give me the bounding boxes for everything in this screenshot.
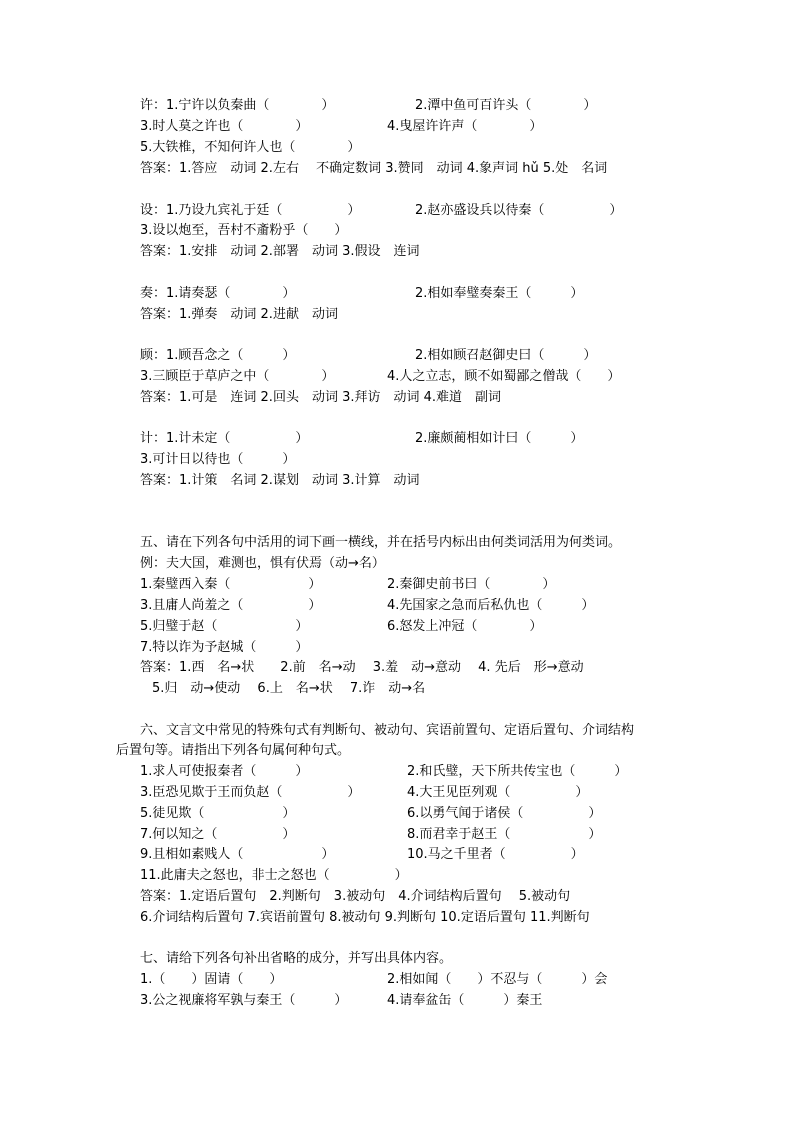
- section5-example: 例：夫大国，难测也，惧有伏焉（动→名）: [140, 556, 385, 571]
- gu-line-1a: 顾：1.顾吾念之（ ）: [140, 348, 296, 363]
- she-line-1a: 设：1.乃设九宾礼于廷（ ）: [140, 203, 361, 218]
- s5-answer-1: 答案：1.西 名→状 2.前 名→动 3.羞 动→意动 4. 先后 形→意动: [140, 660, 584, 675]
- s5-item-1: 1.秦璧西入秦（ ）: [140, 577, 322, 592]
- section7-title: 七、请给下列各句补出省略的成分，并写出具体内容。: [140, 951, 453, 966]
- s5-item-7: 7.特以诈为予赵城（ ）: [140, 640, 309, 655]
- she-line-1b: 2.赵亦盛设兵以待秦（ ）: [415, 203, 623, 218]
- zou-line-1b: 2.相如奉璧奏秦王（ ）: [415, 286, 584, 301]
- ji-answer: 答案：1.计策 名词 2.谋划 动词 3.计算 动词: [140, 473, 420, 488]
- s6-item-8: 8.而君幸于赵王（ ）: [407, 827, 602, 842]
- xu-line-1b: 2.潭中鱼可百许头（ ）: [415, 98, 597, 113]
- section5-title: 五、请在下列各句中活用的词下画一横线，并在括号内标出由何类词活用为何类词。: [140, 535, 622, 550]
- section6-title-2: 后置句等。请指出下列各句属何种句式。: [116, 743, 351, 758]
- xu-answer: 答案：1.答应 动词 2.左右 不确定数词 3.赞同 动词 4.象声词 hǔ 5.处 名词: [140, 161, 608, 176]
- s7-item-4: 4.请奉盆缶（ ）秦王: [387, 993, 543, 1008]
- s6-answer-2: 6.介词结构后置句 7.宾语前置句 8.被动句 9.判断句 10.定语后置句 11.判断句: [140, 910, 590, 925]
- ji-line-2: 3.可计日以待也（ ）: [140, 452, 296, 467]
- s6-item-5: 5.徒见欺（ ）: [140, 806, 296, 821]
- gu-answer: 答案：1.可是 连词 2.回头 动词 3.拜访 动词 4.难道 副词: [140, 390, 502, 405]
- gu-line-2b: 4.人之立志，顾不如蜀鄙之僧哉（ ）: [387, 369, 621, 384]
- s5-item-4: 4.先国家之急而后私仇也（ ）: [387, 598, 595, 613]
- zou-answer: 答案：1.弹奏 动词 2.进献 动词: [140, 307, 338, 322]
- s6-item-4: 4.大王见臣列观（ ）: [407, 785, 589, 800]
- s6-item-11: 11.此庸夫之怒也，非士之怒也（ ）: [140, 868, 408, 883]
- s7-item-1: 1.（ ）固请（ ）: [140, 972, 283, 987]
- she-answer: 答案：1.安排 动词 2.部署 动词 3.假设 连词: [140, 244, 420, 259]
- s5-item-3: 3.且庸人尚羞之（ ）: [140, 598, 322, 613]
- s6-item-9: 9.且相如素贱人（ ）: [140, 847, 335, 862]
- section6-title-1: 六、文言文中常见的特殊句式有判断句、被动句、宾语前置句、定语后置句、介词结构: [140, 723, 635, 738]
- xu-line-3: 5.大铁椎，不知何许人也（ ）: [140, 140, 361, 155]
- s6-item-3: 3.臣恐见欺于王而负赵（ ）: [140, 785, 361, 800]
- zou-line-1a: 奏：1.请奏瑟（ ）: [140, 286, 296, 301]
- s6-item-10: 10.马之千里者（ ）: [407, 847, 584, 862]
- s6-item-7: 7.何以知之（ ）: [140, 827, 296, 842]
- s7-item-3: 3.公之视廉将军孰与秦王（ ）: [140, 993, 348, 1008]
- s5-answer-2: 5.归 动→使动 6.上 名→状 7.诈 动→名: [152, 681, 426, 696]
- she-line-2: 3.设以炮至，吾村不齑粉乎（ ）: [140, 223, 348, 238]
- gu-line-2a: 3.三顾臣于草庐之中（ ）: [140, 369, 335, 384]
- ji-line-1a: 计：1.计未定（ ）: [140, 431, 309, 446]
- s6-answer-1: 答案：1.定语后置句 2.判断句 3.被动句 4.介词结构后置句 5.被动句: [140, 889, 571, 904]
- s6-item-1: 1.求人可使报秦者（ ）: [140, 764, 309, 779]
- xu-line-2a: 3.时人莫之许也（ ）: [140, 119, 309, 134]
- s6-item-2: 2.和氏璧，天下所共传宝也（ ）: [407, 764, 628, 779]
- ji-line-1b: 2.廉颇蔺相如计曰（ ）: [415, 431, 584, 446]
- gu-line-1b: 2.相如顾召赵御史曰（ ）: [415, 348, 597, 363]
- s5-item-2: 2.秦御史前书曰（ ）: [387, 577, 556, 592]
- xu-line-2b: 4.曳屋许许声（ ）: [387, 119, 543, 134]
- s7-item-2: 2.相如闻（ ）不忍与（ ）会: [387, 972, 608, 987]
- xu-line-1a: 许：1.宁许以负秦曲（ ）: [140, 98, 335, 113]
- s5-item-5: 5.归璧于赵（ ）: [140, 619, 309, 634]
- s6-item-6: 6.以勇气闻于诸侯（ ）: [407, 806, 602, 821]
- s5-item-6: 6.怒发上冲冠（ ）: [387, 619, 543, 634]
